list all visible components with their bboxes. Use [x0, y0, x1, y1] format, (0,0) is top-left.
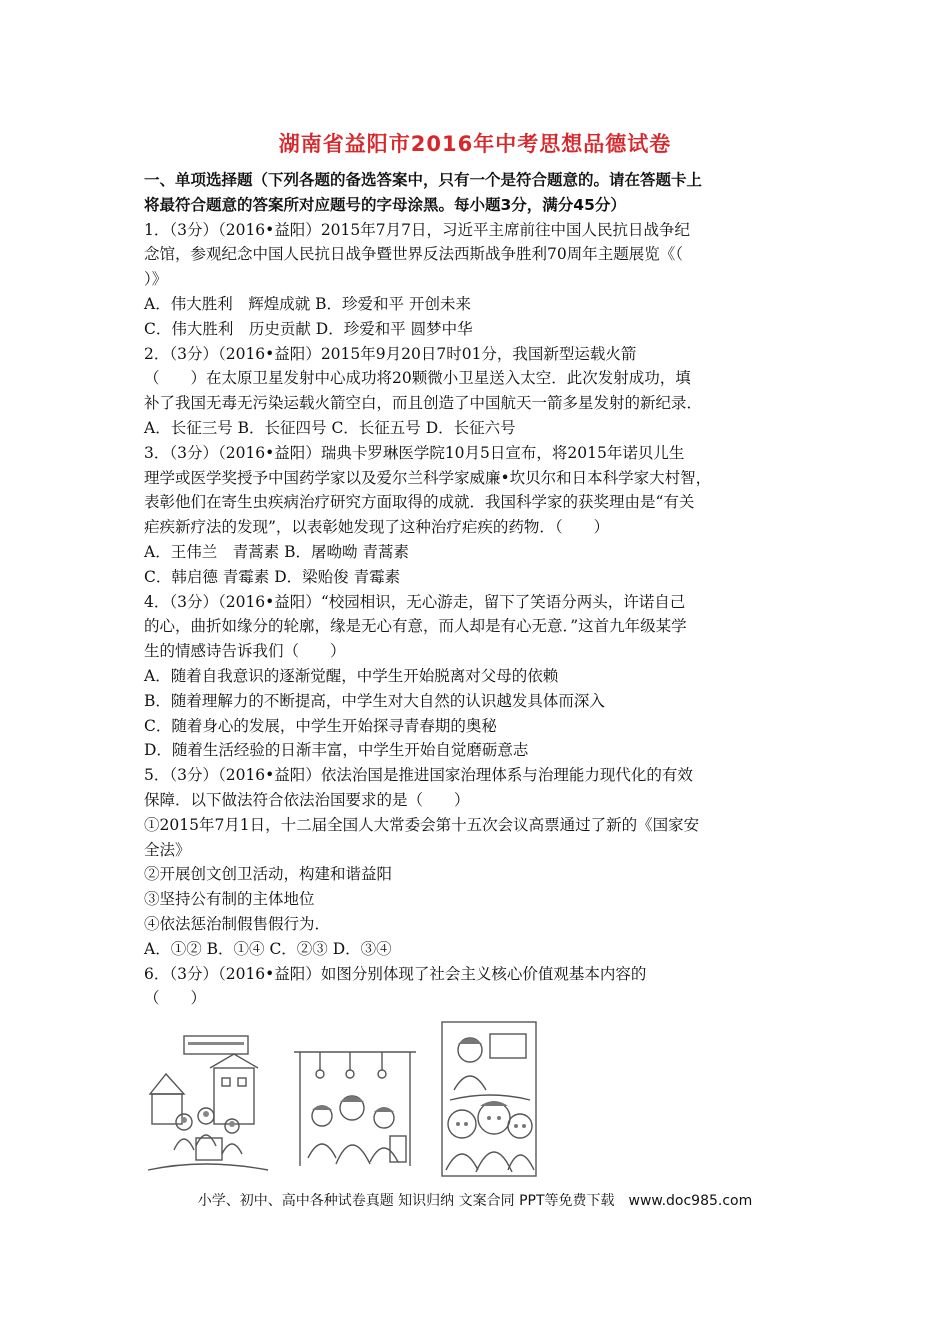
- section-heading-line-1: 一、单项选择题（下列各题的备选答案中，只有一个是符合题意的。请在答题卡上: [144, 171, 703, 189]
- text-line: ④依法惩治制假售假行为．: [144, 914, 331, 933]
- page-title: 湖南省益阳市2016年中考思想品德试卷: [278, 132, 672, 156]
- page-footer: 小学、初中、高中各种试卷真题 知识归纳 文案合同 PPT等免费下载 www.doc985.com: [197, 1193, 753, 1209]
- answer-option: C．韩启德 青霉素 D．梁贻俊 青霉素: [144, 567, 401, 586]
- text-line: 念馆，参观纪念中国人民抗日战争暨世界反法西斯战争胜利70周年主题展览《（: [144, 245, 683, 264]
- text-line: 表彰他们在寄生虫疾病治疗研究方面取得的成就．我国科学家的获奖理由是“有关: [144, 493, 695, 512]
- answer-option: C．随着身心的发展，中学生开始探寻青春期的奥秘: [144, 716, 497, 735]
- text-line: 生的情感诗告诉我们（ ）: [144, 642, 346, 661]
- text-line: ③坚持公有制的主体地位: [144, 890, 315, 909]
- text-line: 保障．以下做法符合依法治国要求的是（ ）: [144, 790, 470, 809]
- text-line: ②开展创文创卫活动，构建和谐益阳: [144, 865, 393, 884]
- section-heading-line-2: 将最符合题意的答案所对应题号的字母涂黑。每小题3分，满分45分）: [144, 195, 626, 214]
- text-line: 补了我国无毒无污染运载火箭空白，而且创造了中国航天一箭多星发射的新纪录．: [144, 394, 703, 413]
- text-line: 疟疾新疗法的发现”，以表彰她发现了这种治疗疟疾的药物．（ ）: [144, 518, 610, 537]
- text-line: 6．（3分）（2016•益阳）如图分别体现了社会主义核心价值观基本内容的: [144, 964, 647, 983]
- answer-option: A．王伟兰 青蒿素 B．屠呦呦 青蒿素: [144, 542, 409, 561]
- text-line: （ ）在太原卫星发射中心成功将20颗微小卫星送入太空．此次发射成功，填: [144, 369, 691, 388]
- question-6-figures: [144, 1020, 564, 1180]
- answer-option: C．伟大胜利 历史贡献 D．珍爱和平 圆梦中华: [144, 319, 473, 338]
- text-line: 理学或医学奖授予中国药学家以及爱尔兰科学家威廉•坎贝尔和日本科学家大村智，: [144, 468, 712, 487]
- text-line: ）》: [144, 270, 168, 289]
- text-line: 的心，曲折如缘分的轮廓，缘是无心有意，而人却是有心无意．”这首九年级某学: [144, 617, 687, 636]
- text-line: 4．（3分）（2016•益阳）“校园相识，无心游走，留下了笑语分两头，许诺自己: [144, 592, 686, 611]
- text-line: 1．（3分）（2016•益阳）2015年7月7日，习近平主席前往中国人民抗日战争纪: [144, 220, 690, 239]
- answer-option: A．随着自我意识的逐渐觉醒，中学生开始脱离对父母的依赖: [144, 666, 559, 685]
- text-line: 全法》: [144, 840, 191, 859]
- answer-option: B．随着理解力的不断提高，中学生对大自然的认识越发具体而深入: [144, 691, 605, 710]
- answer-option: A．①② B．①④ C．②③ D．③④: [144, 939, 392, 958]
- answer-option: A．长征三号 B．长征四号 C．长征五号 D．长征六号: [144, 418, 516, 437]
- figure-2-illustration: [290, 1046, 420, 1174]
- figure-1-illustration: [144, 1030, 272, 1178]
- text-line: 2．（3分）（2016•益阳）2015年9月20日7时01分，我国新型运载火箭: [144, 344, 637, 363]
- answer-option: D．随着生活经验的日渐丰富，中学生开始自觉磨砺意志: [144, 741, 529, 760]
- exam-content: [144, 168, 810, 1011]
- text-line: ①2015年7月1日，十二届全国人大常委会第十五次会议高票通过了新的《国家安: [144, 815, 700, 834]
- figure-3-illustration: [440, 1020, 538, 1178]
- text-line: （ ）: [144, 989, 207, 1008]
- text-line: 3．（3分）（2016•益阳）瑞典卡罗琳医学院10月5日宣布，将2015年诺贝儿生: [144, 443, 685, 462]
- text-line: 5．（3分）（2016•益阳）依法治国是推进国家治理体系与治理能力现代化的有效: [144, 766, 693, 785]
- answer-option: A．伟大胜利 辉煌成就 B．珍爱和平 开创未来: [144, 294, 471, 313]
